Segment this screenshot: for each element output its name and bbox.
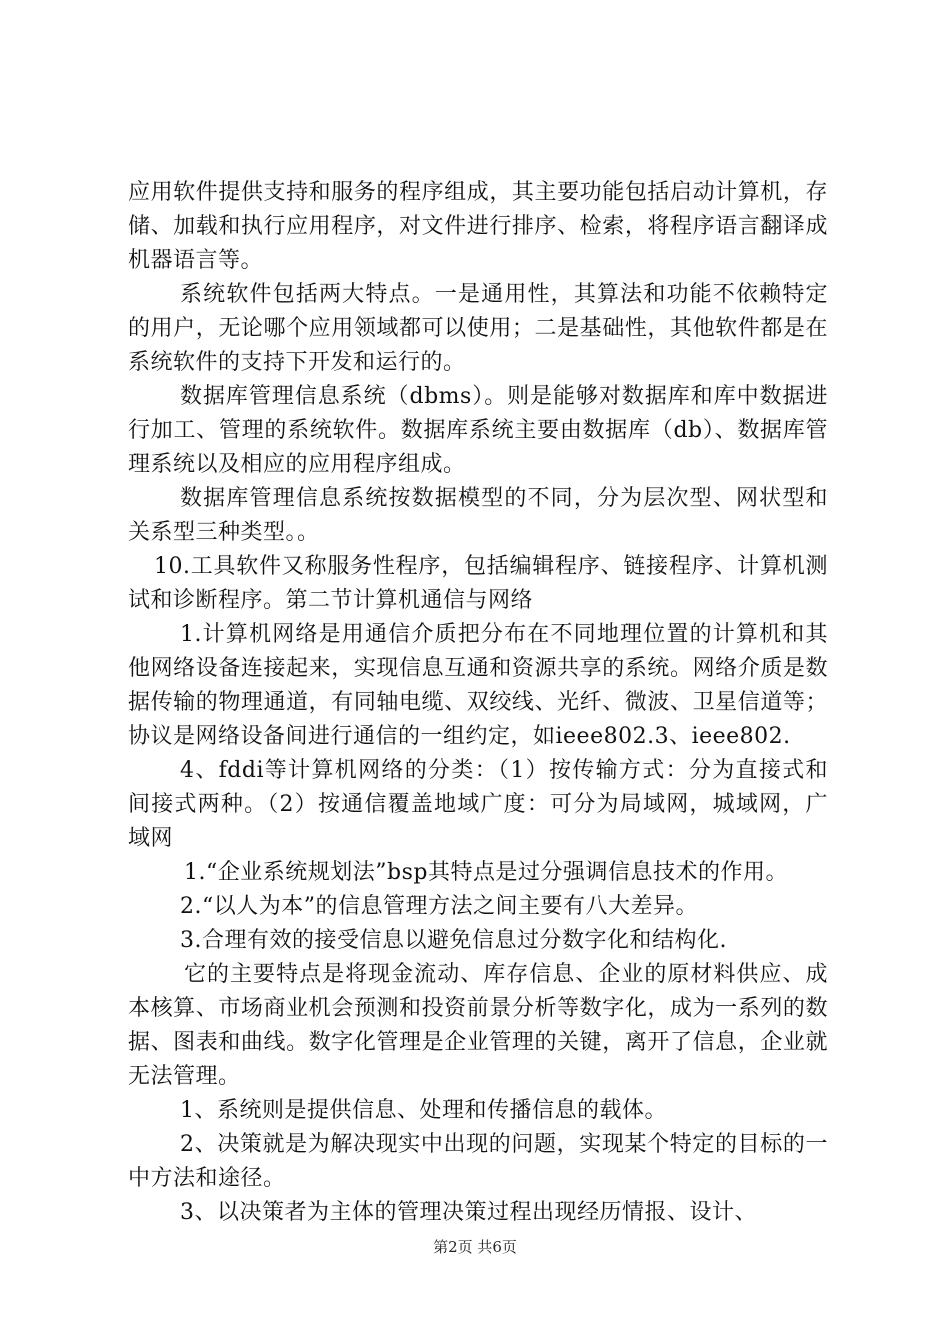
page-number-label: 第2页 共6页 [433,1238,517,1256]
paragraph-8: 1.“企业系统规划法”bsp其特点是过分强调信息技术的作用。 [184,860,788,885]
paragraph-3: 数据库管理信息系统（dbms）。则是能够对数据库和库中数据进行加工、管理的系统软件。数据库系统主要由数据库（db）、数据库管理系统以及相应的应用程序组成。 [128,384,828,477]
paragraph-9: 2.“以人为本”的信息管理方法之间主要有八大差异。 [180,894,698,919]
paragraph-1: 应用软件提供支持和服务的程序组成，其主要功能包括启动计算机，存储、加载和执行应用程序，对文件进行排序、检索，将程序语言翻译成机器语言等。 [128,180,828,273]
paragraph-2: 系统软件包括两大特点。一是通用性，其算法和功能不依赖特定的用户，无论哪个应用领域都可以使用；二是基础性，其他软件都是在系统软件的支持下开发和运行的。 [128,282,828,375]
paragraph-7: 4、fddi等计算机网络的分类：（1）按传输方式：分为直接式和间接式两种。（2）按通信覆盖地域广度：可分为局域网，城域网，广域网 [128,758,828,851]
paragraph-4: 数据库管理信息系统按数据模型的不同，分为层次型、网状型和关系型三种类型。。 [128,486,828,545]
paragraph-11: 它的主要特点是将现金流动、库存信息、企业的原材料供应、成本核算、市场商业机会预测和投资前景分析等数字化，成为一系列的数据、图表和曲线。数字化管理是企业管理的关键，离开了信息，企业就无法管理。 [128,962,828,1089]
paragraph-13: 2、决策就是为解决现实中出现的问题，实现某个特定的目标的一中方法和途径。 [128,1132,828,1191]
paragraph-12: 1、系统则是提供信息、处理和传播信息的载体。 [180,1098,667,1123]
paragraph-14: 3、以决策者为主体的管理决策过程出现经历情报、设计、 [180,1200,757,1225]
paragraph-10: 3.合理有效的接受信息以避免信息过分数字化和结构化. [180,928,727,953]
page-footer [0,1236,950,1257]
paragraph-5: 10.工具软件又称服务性程序，包括编辑程序、链接程序、计算机测试和诊断程序。第二节计算机通信与网络 [128,554,828,613]
paragraph-6: 1.计算机网络是用通信介质把分布在不同地理位置的计算机和其他网络设备连接起来，实现信息互通和资源共享的系统。网络介质是数据传输的物理通道，有同轴电缆、双绞线、光纤、微波、卫星信道等；协议是网络设备间进行通信的一组约定，如ieee802.3、ieee802. [128,622,828,749]
document-body [128,176,828,1230]
